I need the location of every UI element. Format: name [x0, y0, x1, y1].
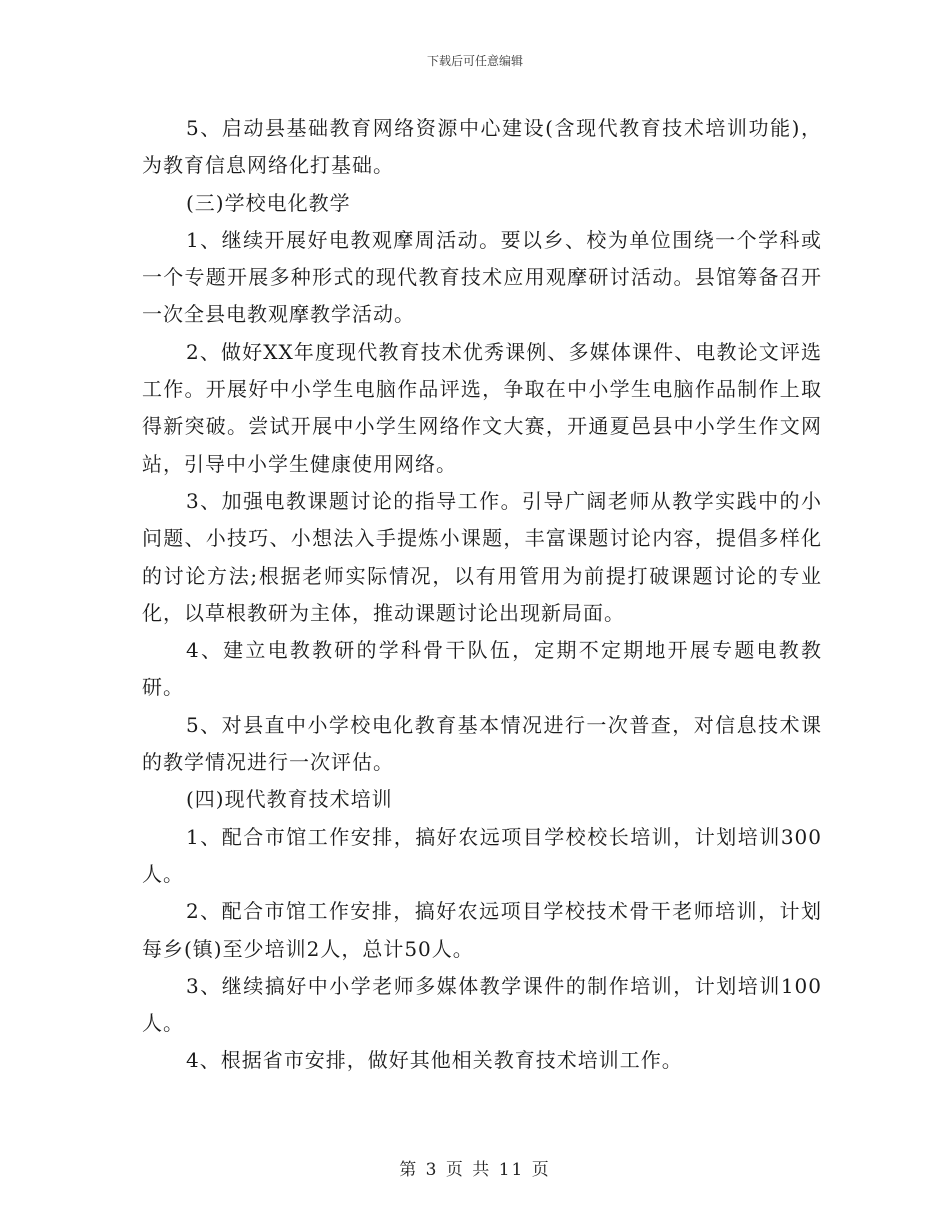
- paragraph-courseware-training: 3、继续搞好中小学老师多媒体教学课件的制作培训，计划培训100人。: [142, 973, 822, 1036]
- header-note: 下载后可任意编辑: [426, 54, 523, 68]
- document-body: [142, 110, 822, 1080]
- paragraph-principal-training: 1、配合市馆工作安排，搞好农远项目学校校长培训，计划培训300人。: [142, 824, 822, 886]
- paragraph-county-resource-center: 5、启动县基础教育网络资源中心建设(含现代教育技术培训功能)，为教育信息网络化打基础。: [142, 116, 822, 178]
- paragraph-backbone-team: 4、建立电教教研的学科骨干队伍，定期不定期地开展专题电教教研。: [142, 638, 822, 700]
- paragraph-research-guidance: 3、加强电教课题讨论的指导工作。引导广阔老师从教学实践中的小问题、小技巧、小想法入手提炼小课题，丰富课题讨论内容，提倡多样化的讨论方法;根据老师实际情况，以有用管用为前提打破课题讨论的专业化，以草根教研为主体，推动课题讨论出现新局面。: [142, 488, 822, 625]
- section-heading-school-av-teaching: (三)学校电化教学: [186, 190, 351, 215]
- paragraph-other-training: 4、根据省市安排，做好其他相关教育技术培训工作。: [186, 1048, 683, 1073]
- paragraph-evaluation-work: 2、做好XX年度现代教育技术优秀课例、多媒体课件、电教论文评选工作。开展好中小学生电脑作品评选，争取在中小学生电脑作品制作上取得新突破。尝试开展中小学生网络作文大赛，开通夏邑县中小学生作文网站，引导中小学生健康使用网络。: [142, 339, 822, 476]
- paragraph-survey: 5、对县直中小学校电化教育基本情况进行一次普查，对信息技术课的教学情况进行一次评估。: [142, 712, 822, 775]
- page-number: 第 3 页 共 11 页: [399, 1160, 551, 1180]
- paragraph-teacher-training: 2、配合市馆工作安排，搞好农远项目学校技术骨干老师培训，计划每乡(镇)至少培训2人，总计50人。: [142, 899, 822, 961]
- paragraph-observation-week: 1、继续开展好电教观摩周活动。要以乡、校为单位围绕一个学科或一个专题开展多种形式的现代教育技术应用观摩研讨活动。县馆筹备召开一次全县电教观摩教学活动。: [142, 227, 822, 327]
- section-heading-tech-training: (四)现代教育技术培训: [186, 787, 393, 812]
